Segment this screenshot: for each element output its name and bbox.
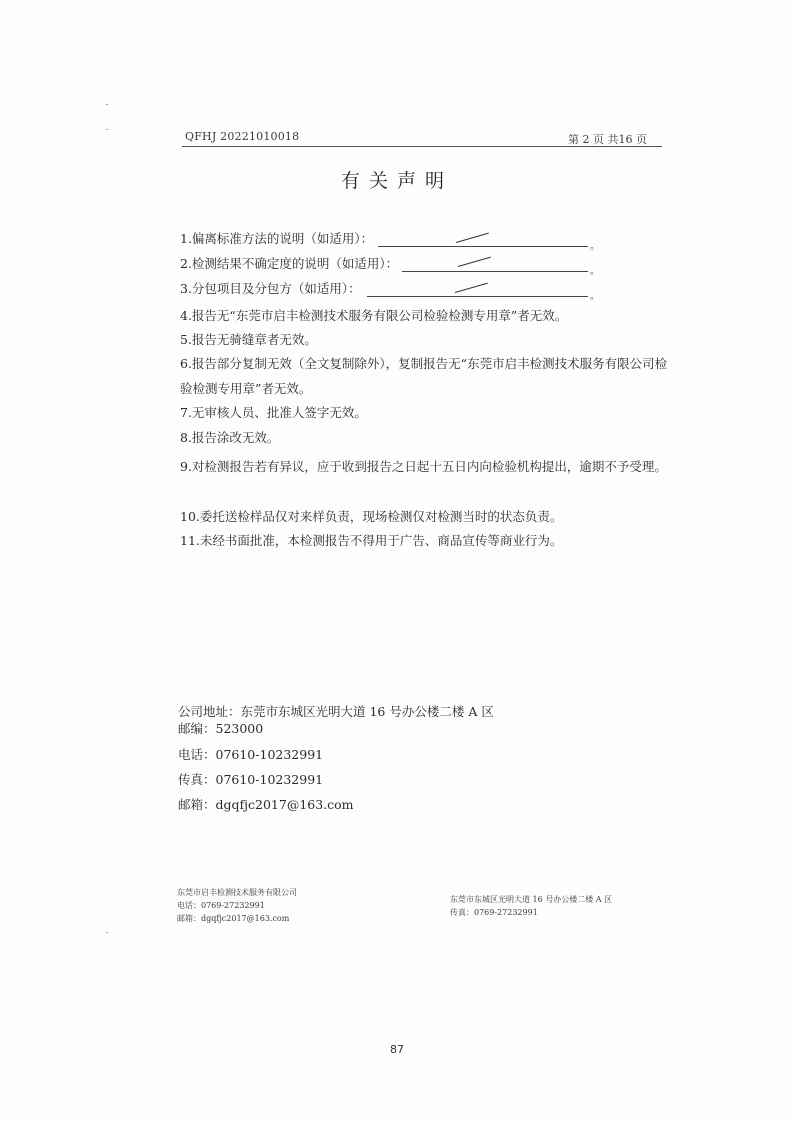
fill-item-end: 。 <box>590 291 600 302</box>
fill-item-end: 。 <box>590 266 600 277</box>
scan-speck <box>106 129 108 130</box>
postcode: 邮编：523000 <box>178 721 264 736</box>
statement: 6.报告部分复制无效（全文复制除外），复制报告无“东莞市启丰检测技术服务有限公司检验检测专用章”者无效。 <box>180 356 668 396</box>
email: 邮箱：dgqfjc2017@163.com <box>178 797 354 812</box>
footer-company: 东莞市启丰检测技术服务有限公司 <box>177 888 297 897</box>
statement: 5.报告无骑缝章者无效。 <box>180 332 317 347</box>
company-address: 公司地址：东莞市东城区光明大道 16 号办公楼二楼 A 区 <box>178 704 494 719</box>
footer-address: 东莞市东城区光明大道 16 号办公楼二楼 A 区 <box>450 895 613 904</box>
strike-mark <box>458 257 491 267</box>
fill-item-label: 2.检测结果不确定度的说明（如适用）： <box>180 256 399 271</box>
footer-email: 邮箱：dgqfjc2017@163.com <box>177 914 290 923</box>
footer-phone: 电话：0769-27232991 <box>177 901 265 910</box>
header-divider <box>182 146 662 147</box>
fill-item-label: 3.分包项目及分包方（如适用）： <box>180 281 361 296</box>
statement: 10.委托送检样品仅对来样负责，现场检测仅对检测当时的状态负责。 <box>180 509 563 524</box>
page-title: 有关声明 <box>340 170 453 192</box>
statement: 11.未经书面批准，本检测报告不得用于广告、商品宣传等商业行为。 <box>180 533 563 548</box>
fill-item-blank <box>367 296 588 297</box>
report-number: QFHJ 2022101001​8 <box>185 130 300 143</box>
fill-item-label: 1.偏离标准方法的说明（如适用）： <box>180 231 374 246</box>
fill-item-blank <box>402 271 588 272</box>
strike-mark <box>455 283 488 293</box>
strike-mark <box>456 233 489 243</box>
statement: 9.对检测报告若有异议，应于收到报告之日起十五日内向检验机构提出，逾期不予受理。 <box>180 459 667 474</box>
scan-speck <box>106 104 108 105</box>
fax: 传真：07610-10232991 <box>178 772 324 787</box>
statement: 4.报告无“东莞市启丰检测技术服务有限公司检验检测专用章”者无效。 <box>180 308 568 323</box>
page-info: 第 2 页 共16 页 <box>568 133 647 146</box>
scan-speck <box>106 932 108 933</box>
statement: 7.无审核人员、批准人签字无效。 <box>180 405 367 420</box>
phone: 电话：07610-10232991 <box>178 747 324 762</box>
statement: 8.报告涂改无效。 <box>180 430 280 445</box>
page-number: 87 <box>390 1043 404 1056</box>
fill-item-end: 。 <box>590 241 600 252</box>
footer-fax: 传真：0769-27232991 <box>450 908 538 917</box>
fill-item-blank <box>378 246 588 247</box>
